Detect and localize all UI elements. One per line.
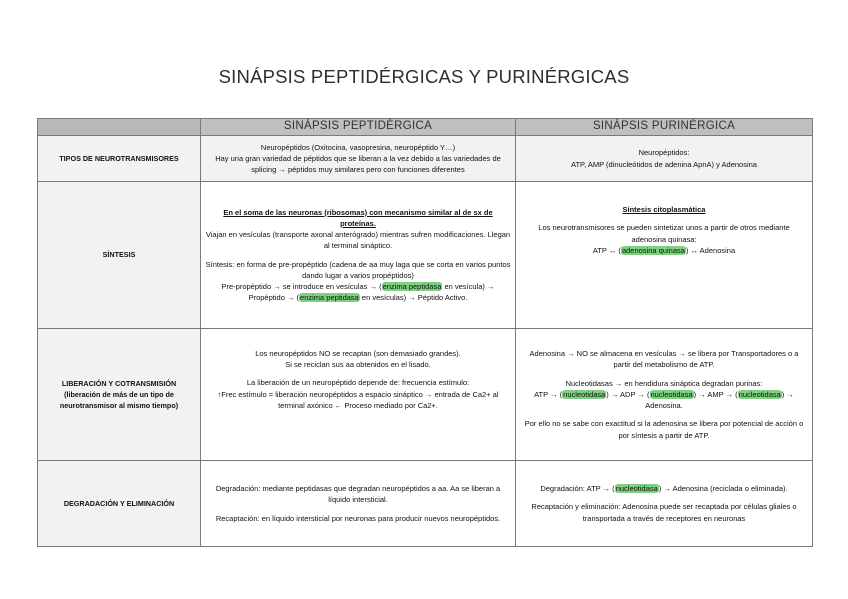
cell-liberacion-purinergica: [516, 329, 813, 461]
cell-sintesis-purinergica: [516, 182, 813, 329]
cell-liberacion-peptidergica: [201, 329, 516, 461]
row-tipos: [38, 136, 813, 182]
text-line: Por ello no se sabe con exactitud si la adenosina se libera por potencial de acción o por síntesis a partir de ATP.: [524, 419, 804, 440]
text-seg: ) ↔ Adenosina: [685, 245, 736, 255]
row-label-liberacion: [38, 329, 201, 461]
text-seg: ) → AMP → (: [693, 389, 738, 399]
highlight-nucleotidasa: nucleotidasa: [615, 484, 658, 494]
text-line: ↑Frec estímulo = liberación neuropéptidos a espacio sináptico → entrada de Ca2+ al terminal axónico ← Proceso mediado por Ca2+.: [217, 389, 499, 410]
text-seg: Pre-propéptido → se introduce en vesículas → (: [221, 281, 382, 291]
text-line: Adenosina → NO se almacena en vesículas → se libera por Transportadores o a partir del metabolismo de ATP.: [529, 349, 799, 370]
row-degradacion: [38, 461, 813, 547]
comparison-table: [37, 118, 813, 547]
highlight-enzima-peptidasa: enzima peptidasa: [300, 293, 359, 303]
highlight-nucleotidasa: nucleotidasa: [563, 389, 606, 399]
cell-sintesis-peptidergica: [201, 182, 516, 329]
text-seg: Degradación: ATP → (: [540, 484, 615, 494]
text-line: Recaptación y eliminación: Adenosina puede ser recaptada por células gliales o transportada a través de receptores en neuronas: [531, 502, 797, 523]
text-line: ATP, AMP (dinucleótidos de adenina ApnA) y Adenosina: [571, 159, 757, 169]
text-line: Degradación: mediante peptidasas que degradan neuropéptidos a aa. Aa se liberan a líquido intersticial.: [215, 484, 501, 505]
text-line: Recaptación: en líquido intersticial por neuronas para producir nuevos neuropéptidos.: [215, 513, 501, 523]
text-line: Síntesis: en forma de pre-propéptido (cadena de aa muy laga que se corta en varios puntos dando lugar a varios propéptidos): [205, 259, 511, 280]
header-corner: [38, 119, 201, 136]
text-seg: ATP ↔ (: [592, 245, 621, 255]
header-peptidergica: SINÁPSIS PEPTIDÉRGICA: [201, 119, 516, 136]
text-line: Viajan en vesículas (transporte axonal anterógrado) mientras sufren modificaciones. Llegan al terminal sináptico.: [205, 230, 511, 251]
text-line: Hay una gran variedad de péptidos que se liberan a la vez debido a las variedades de splicing → péptidos muy similares pero con funciones diferentes: [215, 153, 501, 175]
highlight-nucleotidasa: nucleotidasa: [738, 389, 781, 399]
text-line: La liberación de un neuropéptido depende de: frecuencia estímulo:: [246, 378, 470, 388]
text-seg: ATP → (: [534, 389, 563, 399]
text-line: [205, 281, 511, 303]
text-seg: ) → Adenosina (reciclada o eliminada).: [658, 484, 788, 494]
row-label-text: LIBERACIÓN Y COTRANSMISIÓN: [61, 378, 177, 388]
text-seg: ) → Adenosina.: [645, 389, 794, 411]
cell-degradacion-peptidergica: [201, 461, 516, 547]
text-line: Los neurotransmisores se pueden sintetizar unos a partir de otros mediante adenosina quinasa:: [538, 223, 790, 244]
text-line: [520, 245, 808, 256]
text-seg: en vesícula) → Propéptido → (: [248, 281, 495, 303]
header-row: [38, 119, 813, 136]
highlight-adenosina-quinasa: adenosina quinasa: [621, 245, 685, 255]
row-label-degradacion: DEGRADACIÓN Y ELIMINACIÓN: [38, 461, 201, 547]
text-line: Neuropéptidos (Oxitocina, vasopresina, neuropéptido Y…): [260, 142, 456, 152]
header-purinergica: SINÁPSIS PURINÉRGICA: [516, 119, 813, 136]
highlight-nucleotidasa: nucleotidasa: [650, 389, 693, 399]
row-label-tipos: TIPOS DE NEUROTRANSMISORES: [38, 136, 201, 182]
row-label-sintesis: SÍNTESIS: [38, 182, 201, 329]
text-line: [520, 483, 808, 494]
row-liberacion: [38, 329, 813, 461]
text-seg: ) → ADP → (: [606, 389, 650, 399]
text-line: Nucleotidasas → en hendidura sináptica degradan purinas:: [565, 378, 763, 388]
cell-tipos-peptidergica: [201, 136, 516, 182]
text-seg: en vesículas) → Péptido Activo.: [359, 293, 468, 303]
text-line: Si se reciclan sus aa obtenidos en el lisado.: [285, 360, 431, 370]
text-line: [520, 389, 808, 411]
cell-tipos-purinergica: [516, 136, 813, 182]
row-label-subtext: (liberación de más de un tipo de neurotransmisor al mismo tiempo): [59, 389, 179, 411]
text-line: Neuropéptidos:: [638, 148, 690, 158]
text-line: Los neuropéptidos NO se recaptan (son demasiado grandes).: [255, 348, 461, 358]
text-underlined: Síntesis citoplasmática: [622, 205, 706, 215]
row-sintesis: [38, 182, 813, 329]
text-underlined: En el soma de las neuronas (ribosomas) con mecanismo similar al de sx de proteínas.: [223, 207, 493, 228]
document-title: SINÁPSIS PEPTIDÉRGICAS Y PURINÉRGICAS: [218, 66, 630, 87]
highlight-enzima-peptidasa: enzima peptidasa: [382, 281, 442, 291]
cell-degradacion-purinergica: [516, 461, 813, 547]
